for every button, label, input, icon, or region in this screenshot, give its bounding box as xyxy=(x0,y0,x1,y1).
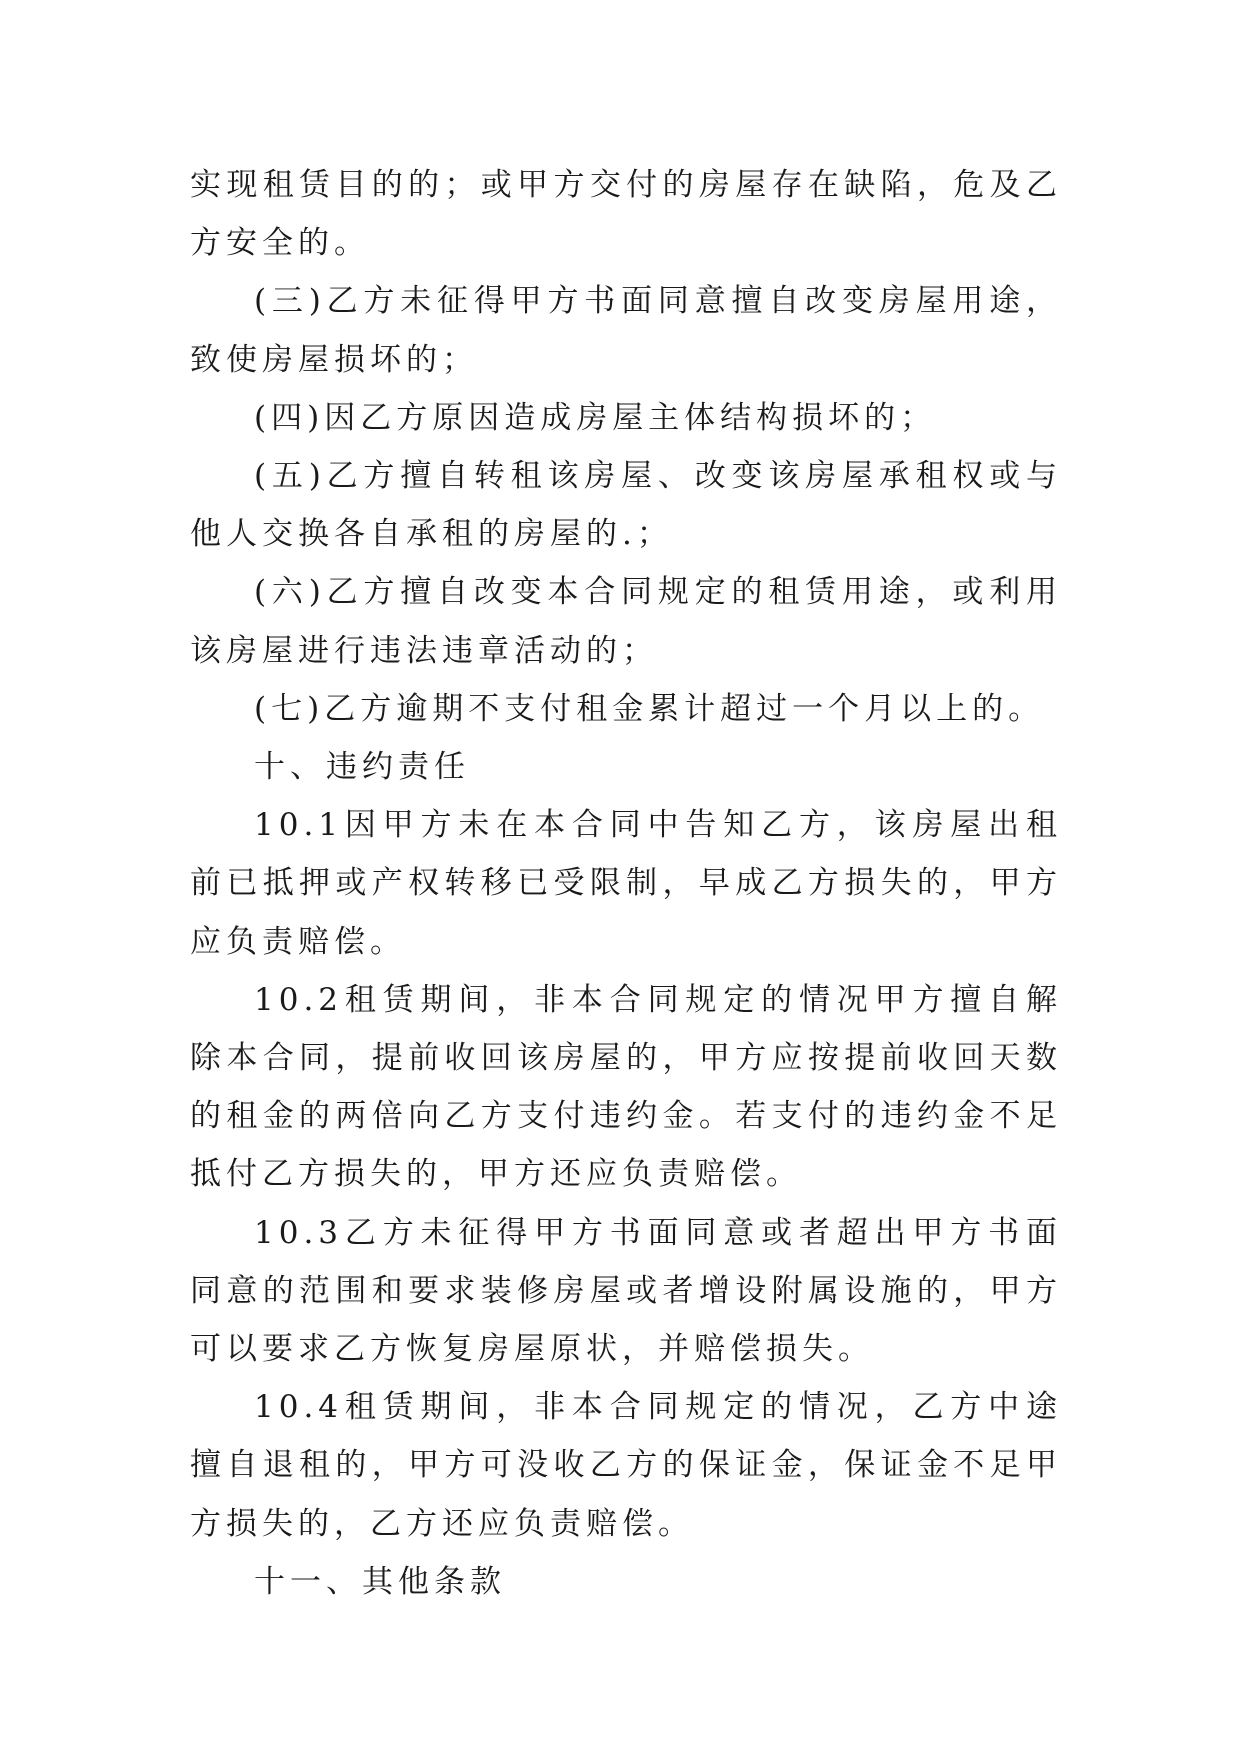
paragraph-continuation: 实现租赁目的的；或甲方交付的房屋存在缺陷，危及乙方安全的。 xyxy=(190,167,1062,262)
paragraph-10-2: 10.2租赁期间，非本合同规定的情况甲方擅自解除本合同，提前收回该房屋的，甲方应按提前收回天数的租金的两倍向乙方支付违约金。若支付的违约金不足抵付乙方损失的，甲方还应负责赔偿。 xyxy=(190,981,1062,1193)
paragraph-10-1: 10.1因甲方未在本合同中告知乙方，该房屋出租前已抵押或产权转移已受限制，早成乙方损失的，甲方应负责赔偿。 xyxy=(190,807,1062,960)
paragraph-clause-5: (五)乙方擅自转租该房屋、改变该房屋承租权或与他人交换各自承租的房屋的.； xyxy=(190,458,1062,553)
section-heading-other-terms: 十一、其他条款 xyxy=(254,1563,506,1600)
paragraph-clause-6: (六)乙方擅自改变本合同规定的租赁用途，或利用该房屋进行违法违章活动的； xyxy=(190,574,1062,669)
document-body xyxy=(190,156,1062,1611)
paragraph-10-4: 10.4租赁期间，非本合同规定的情况，乙方中途擅自退租的，甲方可没收乙方的保证金，保证金不足甲方损失的，乙方还应负责赔偿。 xyxy=(190,1389,1062,1542)
section-heading-breach-liability: 十、违约责任 xyxy=(254,749,470,786)
paragraph-clause-3: (三)乙方未征得甲方书面同意擅自改变房屋用途，致使房屋损坏的； xyxy=(190,283,1062,378)
paragraph-10-3: 10.3乙方未征得甲方书面同意或者超出甲方书面同意的范围和要求装修房屋或者增设附属设施的，甲方可以要求乙方恢复房屋原状，并赔偿损失。 xyxy=(190,1214,1062,1368)
paragraph-clause-4: (四)因乙方原因造成房屋主体结构损坏的； xyxy=(254,399,937,436)
paragraph-clause-7: (七)乙方逾期不支付租金累计超过一个月以上的。 xyxy=(254,690,1045,727)
